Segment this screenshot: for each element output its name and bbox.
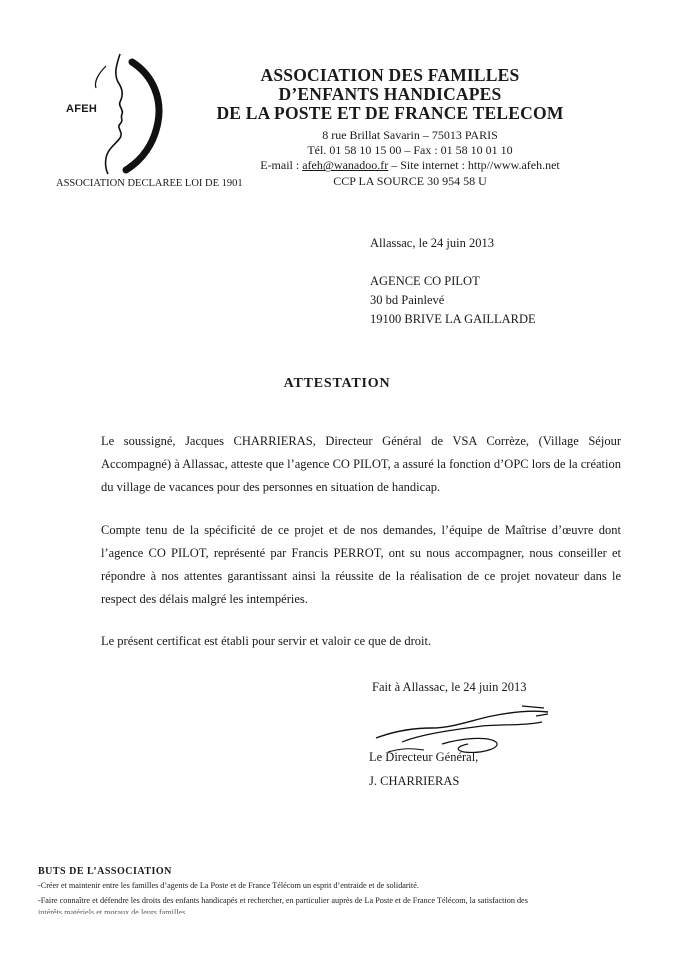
footer-item: -Faire connaître et défendre les droits des enfants handicapés et rechercher, en particulier auprès de La Poste et de France Télécom, la satisfaction des: [38, 896, 528, 905]
recipient-street: 30 bd Painlevé: [370, 293, 445, 307]
email-label: E-mail :: [260, 158, 303, 173]
address: 8 rue Brillat Savarin – 75013 PARIS: [322, 128, 498, 142]
email-site-line: [220, 158, 600, 173]
letterhead-contact: [220, 128, 600, 189]
ccp-account: CCP LA SOURCE 30 954 58 U: [333, 173, 487, 188]
recipient-city: 19100 BRIVE LA GAILLARDE: [370, 312, 536, 326]
signatory-role: Le Directeur Général,: [369, 750, 479, 764]
association-declaration: ASSOCIATION DECLAREE LOI DE 1901: [56, 178, 243, 189]
paragraph-3: Le présent certificat est établi pour servir et valoir ce que de droit.: [101, 634, 432, 648]
letterhead-title: [200, 66, 580, 123]
letterhead-line-2: D’ENFANTS HANDICAPES: [278, 84, 502, 104]
signatory-name: J. CHARRIERAS: [369, 774, 460, 788]
footer-title: BUTS DE L’ASSOCIATION: [38, 866, 172, 877]
website-text: – Site internet : http//www.afeh.net: [388, 158, 560, 173]
recipient-address: [370, 272, 536, 329]
footer-item: -Créer et maintenir entre les familles d’agents de La Poste et de France Télécom un esprit d’entraide et de solidarité.: [38, 881, 419, 890]
made-at-date: Fait à Allassac, le 24 juin 2013: [372, 680, 527, 694]
place-date: Allassac, le 24 juin 2013: [370, 236, 494, 250]
letterhead-line-1: ASSOCIATION DES FAMILLES: [260, 65, 520, 85]
email-link[interactable]: afeh@wanadoo.fr: [302, 158, 389, 173]
phone-fax: Tél. 01 58 10 15 00 – Fax : 01 58 10 01 10: [307, 143, 513, 158]
paragraph-2: Compte tenu de la spécificité de ce projet et de nos demandes, l’équipe de Maîtrise d’œuvre dont l’agence CO PILOT, représenté par Francis PERROT, ont su nous accompagner, nous conseiller et répondre à nos attentes garantissant ainsi la réussite de la réalisation de ce projet novateur dans le respect des délais malgré les intempéries.: [101, 523, 621, 606]
footer-item: intérêts matériels et moraux de leurs familles.: [38, 908, 188, 914]
recipient-name: AGENCE CO PILOT: [370, 274, 480, 288]
paragraph-1: Le soussigné, Jacques CHARRIERAS, Directeur Général de VSA Corrèze, (Village Séjour Accompagné) à Allassac, atteste que l’agence CO PILOT, a assuré la fonction d’OPC lors de la création du village de vacances pour des personnes en situation de handicap.: [101, 434, 621, 494]
logo-text: AFEH: [66, 103, 98, 115]
letterhead-line-3: DE LA POSTE ET DE FRANCE TELECOM: [216, 103, 564, 123]
document-title: ATTESTATION: [283, 376, 391, 391]
